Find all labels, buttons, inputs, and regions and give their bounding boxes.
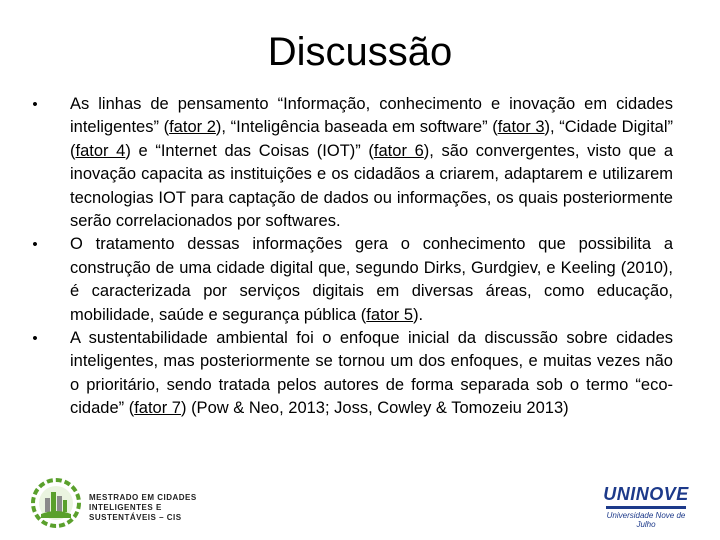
fator-reference: fator 6 [373, 141, 424, 160]
bullet-text [70, 327, 673, 421]
program-name-line: INTELIGENTES E [89, 503, 162, 512]
bullet-text [70, 233, 673, 327]
uninove-tagline: Universidade Nove de Julho [606, 511, 686, 529]
text-segment: ), “Cidade Digital” ( [70, 118, 673, 160]
uninove-logo [598, 478, 694, 529]
fator-reference: fator 7 [134, 399, 181, 418]
text-segment: ) e “Internet das Coisas (IOT)” ( [125, 141, 374, 160]
fator-reference: fator 2 [169, 118, 216, 137]
uninove-logo-bar [606, 506, 686, 509]
uninove-name: UNINOVE [603, 484, 689, 504]
text-segment: ), são convergentes, visto que a inovação capacita as instituições e os cidadãos a criarem, adaptarem e utilizarem tecnologias IOT para captação de dados ou informações, os quais posteriormente serão correlacionados por softwares. [70, 141, 674, 231]
program-name-line: SUSTENTÁVEIS – CIS [89, 513, 182, 522]
fator-reference: fator 5 [366, 305, 414, 324]
bullet-point-icon: • [32, 96, 38, 113]
text-segment: ) (Pow & Neo, 2013; Joss, Cowley & Tomozeiu 2013) [180, 399, 569, 418]
slide-title: Discussão [267, 30, 453, 74]
text-segment: As linhas de pensamento “Informação, conhecimento e inovação em cidades inteligentes” ( [70, 95, 673, 137]
text-segment: ), “Inteligência baseada em software” ( [215, 118, 498, 137]
bullet-item [28, 93, 673, 233]
bullet-point-icon: • [32, 330, 38, 348]
bullet-list [28, 93, 673, 421]
cis-program-logo-icon [31, 478, 81, 528]
program-name-line: MESTRADO EM CIDADES [89, 493, 197, 502]
bullet-point-icon: • [32, 236, 38, 254]
bullet-item [28, 327, 673, 421]
text-segment: O tratamento dessas informações gera o conhecimento que possibilita a construção de uma cidade digital que, segundo Dirks, Gurdgiev, e Keeling (2010), é caracterizada por serviços digitais em diversas áreas, como educação, mobilidade, saúde e segurança pública ( [70, 235, 673, 324]
text-segment: A sustentabilidade ambiental foi o enfoque inicial da discussão sobre cidades inteligentes, mas posteriormente se tornou um dos enfoques, e muitas vezes não o prioritário, sendo tratada pelos autores de forma separada sob o termo “eco-cidade” ( [70, 329, 673, 418]
text-segment: ). [413, 305, 424, 324]
program-name [89, 493, 229, 523]
fator-reference: fator 3 [497, 118, 545, 137]
fator-reference: fator 4 [75, 141, 126, 160]
bullet-item [28, 233, 673, 327]
bullet-text [70, 93, 673, 233]
